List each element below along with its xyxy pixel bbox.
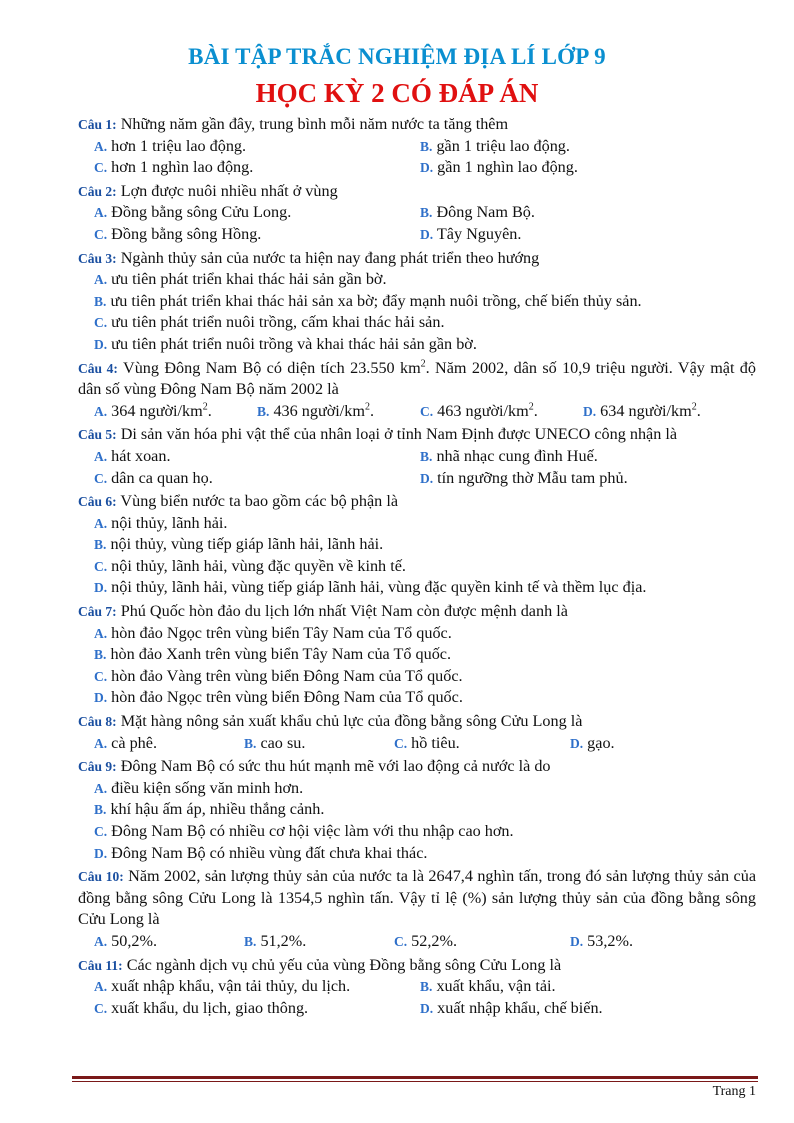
page-number: Trang 1	[712, 1084, 756, 1099]
option-a: A. hòn đảo Ngọc trên vùng biển Tây Nam của Tổ quốc.	[94, 623, 452, 642]
option-a: A. nội thủy, lãnh hải.	[94, 513, 228, 532]
option-a: A. ưu tiên phát triển khai thác hải sản gần bờ.	[94, 270, 387, 289]
question-5	[78, 424, 756, 489]
option-c: C. Đông Nam Bộ có nhiều cơ hội việc làm với thu nhập cao hơn.	[94, 822, 514, 840]
option-a: A. cà phê.	[94, 733, 158, 752]
question-label: Câu 11:	[78, 957, 123, 973]
option-c: C. dân ca quan họ.	[94, 468, 213, 487]
option-c: C. ưu tiên phát triển nuôi trồng, cấm khai thác hải sản.	[94, 313, 445, 332]
option-c: C. hồ tiêu.	[394, 733, 460, 752]
option-c: C. xuất khẩu, du lịch, giao thông.	[94, 998, 309, 1017]
option-b: B. Đông Nam Bộ.	[420, 203, 535, 222]
option-b: B. xuất khẩu, vận tải.	[420, 977, 556, 996]
option-a: A. hát xoan.	[94, 446, 171, 465]
option-d: D. nội thủy, lãnh hải, vùng tiếp giáp lãnh hải, vùng đặc quyền kinh tế và thềm lục địa.	[94, 578, 647, 597]
question-label: Câu 2:	[78, 183, 117, 199]
question-10	[78, 866, 756, 952]
option-d: D. gần 1 nghìn lao động.	[420, 158, 578, 177]
option-b: B. cao su.	[244, 733, 306, 752]
option-d: D. 53,2%.	[570, 931, 634, 950]
option-d: D. hòn đảo Ngọc trên vùng biển Đông Nam của Tổ quốc.	[94, 688, 463, 707]
question-label: Câu 9:	[78, 759, 117, 775]
option-b: B. khí hậu ấm áp, nhiều thắng cảnh.	[94, 800, 325, 819]
option-d: D. 634 người/$km^2$.	[583, 401, 701, 420]
footer-divider-thick	[72, 1076, 758, 1079]
question-label: Câu 4:	[78, 360, 118, 376]
question-stem: Ngành thủy sản của nước ta hiện nay đang phát triển theo hướng	[120, 248, 540, 267]
question-9	[78, 756, 756, 864]
option-a: A. Đồng bằng sông Cửu Long.	[94, 203, 292, 222]
footer-divider-thin	[72, 1081, 758, 1082]
question-stem: Phú Quốc hòn đảo du lịch lớn nhất Việt Nam còn được mệnh danh là	[120, 602, 568, 621]
question-stem: Mặt hàng nông sản xuất khẩu chủ lực của đồng bằng sông Cửu Long là	[120, 712, 583, 731]
question-label: Câu 1:	[78, 117, 117, 132]
option-c: C. 52,2%.	[394, 931, 458, 950]
option-c: C. nội thủy, lãnh hải, vùng đặc quyền về kinh tế.	[94, 556, 406, 575]
question-label: Câu 6:	[78, 494, 117, 510]
question-label: Câu 10:	[78, 869, 124, 885]
option-d: D. xuất nhập khẩu, chế biến.	[420, 998, 603, 1017]
page-subtitle: HỌC KỲ 2 CÓ ĐÁP ÁN	[255, 78, 539, 108]
option-a: A. xuất nhập khẩu, vận tải thủy, du lịch.	[94, 977, 351, 996]
question-label: Câu 5:	[78, 427, 117, 443]
option-d: D. Tây Nguyên.	[420, 224, 522, 243]
question-label: Câu 7:	[78, 604, 117, 620]
question-list	[78, 114, 756, 1019]
option-c: C. hòn đảo Vàng trên vùng biển Đông Nam của Tổ quốc.	[94, 666, 463, 685]
question-2	[78, 181, 756, 246]
option-d: D. ưu tiên phát triển nuôi trồng và khai thác hải sản gần bờ.	[94, 334, 477, 353]
option-b: B. nhã nhạc cung đình Huế.	[420, 446, 598, 465]
option-b: B. hòn đảo Xanh trên vùng biển Tây Nam của Tổ quốc.	[94, 645, 452, 664]
question-stem: Di sản văn hóa phi vật thể của nhân loại ở tỉnh Nam Định được UNECO công nhận là	[120, 425, 678, 444]
question-4	[78, 358, 756, 423]
option-b: B. gần 1 triệu lao động.	[420, 136, 570, 155]
option-d: D. tín ngưỡng thờ Mẫu tam phủ.	[420, 468, 628, 487]
question-stem: Đông Nam Bộ có sức thu hút mạnh mẽ với lao động cả nước là do	[120, 757, 551, 776]
question-stem: Các ngành dịch vụ chủ yếu của vùng Đồng bằng sông Cửu Long là	[126, 955, 562, 974]
question-stem: Vùng biển nước ta bao gồm các bộ phận là	[120, 492, 399, 511]
question-label: Câu 8:	[78, 714, 117, 730]
option-c: C. Đồng bằng sông Hồng.	[94, 224, 262, 243]
question-6	[78, 491, 756, 599]
option-a: A. điều kiện sống văn minh hơn.	[94, 778, 304, 797]
question-label: Câu 3:	[78, 250, 117, 266]
question-8	[78, 711, 756, 754]
option-d: D. gạo.	[570, 733, 615, 752]
question-stem: Những năm gần đây, trung bình mỗi năm nước ta tăng thêm	[120, 115, 509, 133]
question-1	[78, 114, 756, 179]
option-b: B. ưu tiên phát triển khai thác hải sản xa bờ; đẩy mạnh nuôi trồng, chế biến thủy sản.	[94, 291, 642, 310]
page-title: BÀI TẬP TRẮC NGHIỆM ĐỊA LÍ LỚP 9	[188, 44, 606, 69]
question-3	[78, 248, 756, 356]
question-7	[78, 601, 756, 709]
question-stem: Vùng Đông Nam Bộ có diện tích 23.550 $km^2$. Năm 2002, dân số 10,9 triệu người. Vậy mật độ dân số vùng Đông Nam Bộ năm 2002 là	[78, 358, 756, 399]
option-c: C. 463 người/$km^2$.	[420, 401, 538, 420]
option-c: C. hơn 1 nghìn lao động.	[94, 158, 254, 177]
option-a: A. 364 người/$km^2$.	[94, 401, 212, 420]
option-d: D. Đông Nam Bộ có nhiều vùng đất chưa khai thác.	[94, 843, 428, 862]
option-b: B. 51,2%.	[244, 931, 307, 950]
option-a: A. 50,2%.	[94, 931, 158, 950]
question-stem: Lợn được nuôi nhiều nhất ở vùng	[120, 181, 338, 200]
question-11	[78, 955, 756, 1020]
option-a: A. hơn 1 triệu lao động.	[94, 136, 247, 155]
question-stem: Năm 2002, sản lượng thủy sản của nước ta là 2647,4 nghìn tấn, trong đó sản lượng thủy sản của đồng bằng sông Cửu Long là 1354,5 nghìn tấn. Vậy tỉ lệ (%) sản lượng thủy sản của đồng bằng sông Cửu Long là	[78, 867, 756, 929]
option-b: B. 436 người/$km^2$.	[257, 401, 375, 420]
option-b: B. nội thủy, vùng tiếp giáp lãnh hải, lãnh hải.	[94, 535, 384, 554]
